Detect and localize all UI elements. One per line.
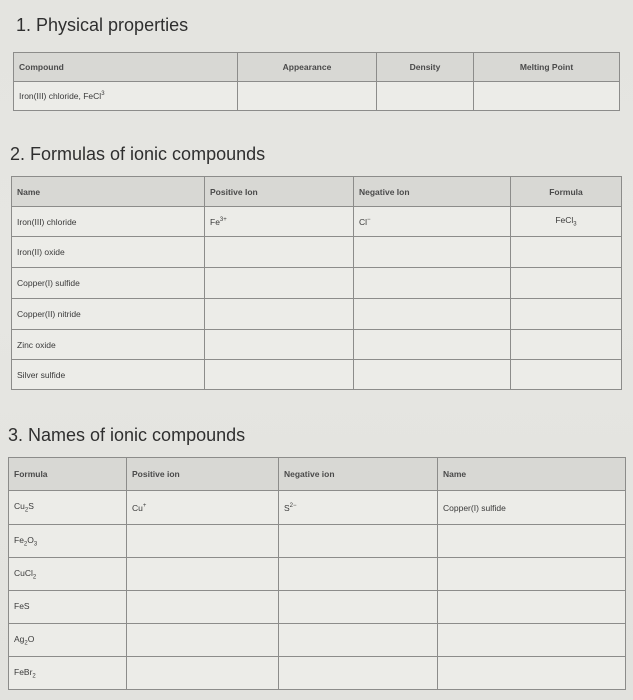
name-cell[interactable]: [438, 624, 626, 657]
name-cell: Zinc oxide: [12, 330, 205, 360]
name-cell: Iron(III) chloride: [12, 207, 205, 237]
negative-ion-cell[interactable]: [279, 525, 438, 558]
negative-ion-cell[interactable]: [354, 237, 511, 268]
formula-cell[interactable]: FeCl$_3$: [511, 207, 622, 237]
table-row: [12, 330, 622, 360]
formula-cell: CuCl$_2$: [9, 558, 127, 591]
header-compound: Compound: [14, 53, 238, 82]
header-negative-ion: Negative ion: [279, 458, 438, 491]
positive-ion-cell[interactable]: [127, 591, 279, 624]
negative-ion-cell[interactable]: $S^{2-}$: [279, 491, 438, 525]
positive-ion-cell[interactable]: [205, 299, 354, 330]
formula-cell[interactable]: [511, 330, 622, 360]
table-row: [14, 82, 620, 111]
formula-cell: $Cu_2S$: [9, 491, 127, 525]
table-row: [9, 525, 626, 558]
header-positive-ion: Positive Ion: [205, 177, 354, 207]
header-positive-ion: Positive ion: [127, 458, 279, 491]
negative-ion-cell[interactable]: [354, 268, 511, 299]
header-negative-ion: Negative Ion: [354, 177, 511, 207]
section2-title: 2. Formulas of ionic compounds: [10, 144, 266, 164]
positive-ion-cell[interactable]: [127, 558, 279, 591]
table-row: [12, 299, 622, 330]
formula-cell[interactable]: [511, 268, 622, 299]
name-cell: Iron(II) oxide: [12, 237, 205, 268]
negative-ion-cell[interactable]: [279, 558, 438, 591]
formula-cell: FeS: [9, 591, 127, 624]
name-cell: Silver sulfide: [12, 360, 205, 390]
negative-ion-cell[interactable]: [354, 299, 511, 330]
formula-cell[interactable]: [511, 299, 622, 330]
compound-cell: Iron(III) chloride, FeCl$^3$: [14, 82, 238, 111]
table-row: [12, 268, 622, 299]
table-row: [9, 558, 626, 591]
negative-ion-cell[interactable]: [354, 330, 511, 360]
negative-ion-cell[interactable]: [279, 591, 438, 624]
positive-ion-cell[interactable]: [205, 360, 354, 390]
table-row: [12, 237, 622, 268]
header-appearance: Appearance: [238, 53, 377, 82]
name-cell[interactable]: [438, 525, 626, 558]
name-cell[interactable]: [438, 591, 626, 624]
formula-cell: $Ag_2O$: [9, 624, 127, 657]
positive-ion-cell[interactable]: Cu+: [127, 491, 279, 525]
table-row: [9, 491, 626, 525]
header-formula: Formula: [511, 177, 622, 207]
negative-ion-cell[interactable]: Cl−: [354, 207, 511, 237]
name-cell: Copper(II) nitride: [12, 299, 205, 330]
positive-ion-cell[interactable]: [127, 525, 279, 558]
positive-ion-cell[interactable]: [127, 624, 279, 657]
name-cell[interactable]: [438, 657, 626, 690]
table-row: [12, 207, 622, 237]
header-formula: Formula: [9, 458, 127, 491]
positive-ion-cell[interactable]: [205, 268, 354, 299]
header-melting-point: Melting Point: [474, 53, 620, 82]
name-cell[interactable]: [438, 558, 626, 591]
table-row: [9, 657, 626, 690]
header-name: Name: [438, 458, 626, 491]
density-cell[interactable]: [377, 82, 474, 111]
negative-ion-cell[interactable]: [354, 360, 511, 390]
section3-title: 3. Names of ionic compounds: [8, 425, 246, 445]
negative-ion-cell[interactable]: [279, 657, 438, 690]
physical-properties-table: [13, 52, 620, 111]
appearance-cell[interactable]: [238, 82, 377, 111]
formula-cell: $Fe_2O_3$: [9, 525, 127, 558]
table-row: [9, 624, 626, 657]
name-cell: Copper(I) sulfide: [12, 268, 205, 299]
names-table: [8, 457, 626, 690]
header-name: Name: [12, 177, 205, 207]
formulas-table: [11, 176, 622, 390]
positive-ion-cell[interactable]: [127, 657, 279, 690]
table-row: [9, 591, 626, 624]
formula-cell[interactable]: [511, 237, 622, 268]
melting-point-cell[interactable]: [474, 82, 620, 111]
header-density: Density: [377, 53, 474, 82]
positive-ion-cell[interactable]: [205, 330, 354, 360]
positive-ion-cell[interactable]: [205, 237, 354, 268]
formula-cell[interactable]: [511, 360, 622, 390]
positive-ion-cell[interactable]: $Fe^{3+}$: [205, 207, 354, 237]
table-row: [12, 360, 622, 390]
formula-cell: FeBr$_2$: [9, 657, 127, 690]
name-cell[interactable]: Copper(I) sulfide: [438, 491, 626, 525]
section1-title: 1. Physical properties: [16, 15, 189, 35]
negative-ion-cell[interactable]: [279, 624, 438, 657]
